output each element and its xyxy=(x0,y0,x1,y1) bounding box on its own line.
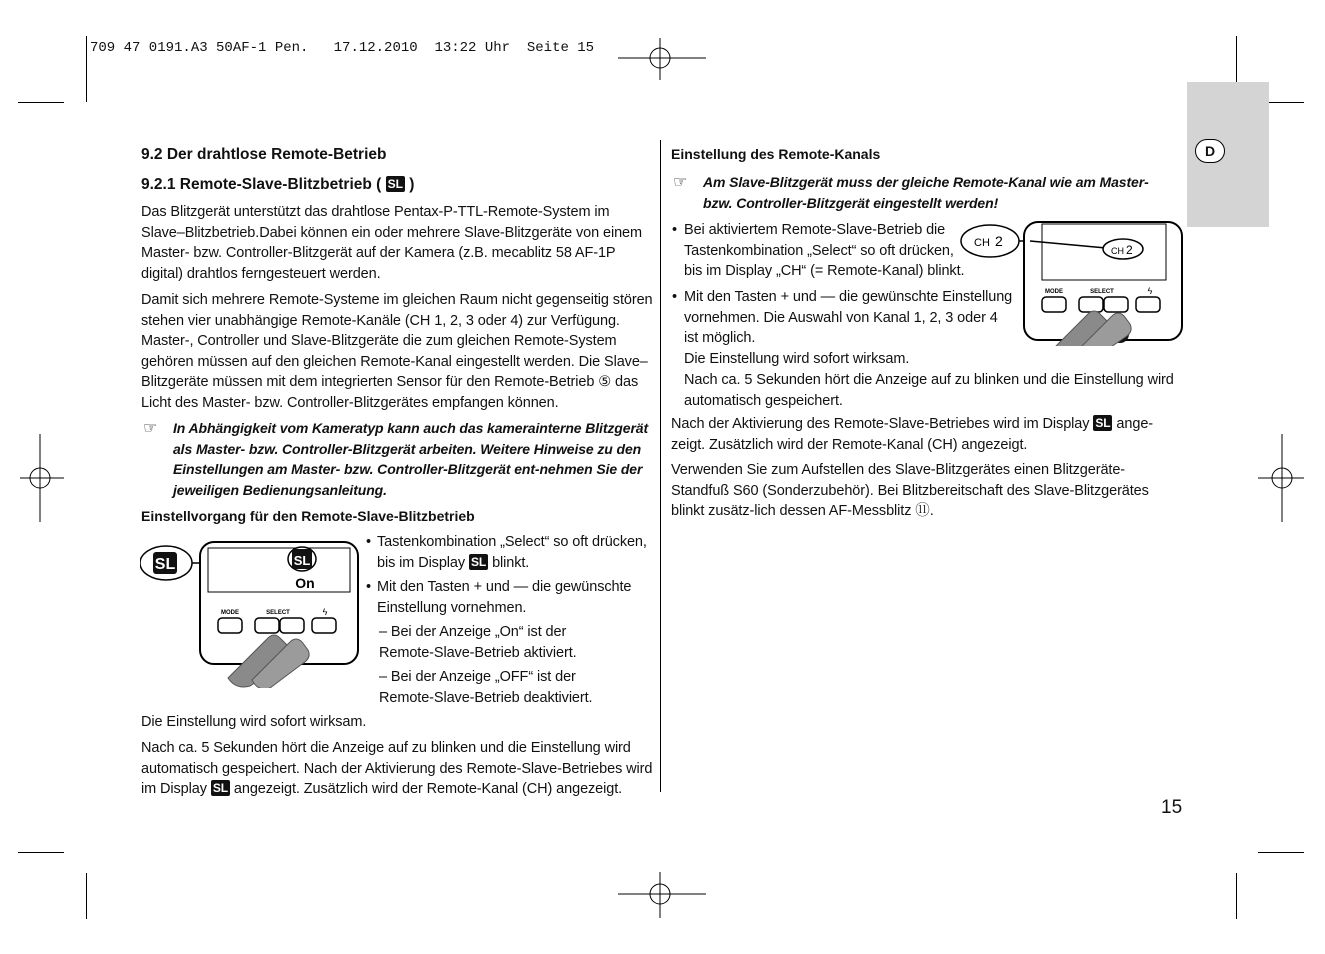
stand-paragraph: Verwenden Sie zum Aufstellen des Slave-Blitzgerätes einen Blitzgeräte-Standfuß S60 (Sonderzubehör). Bei Blitzbereitschaft des Slave-Blitzgerätes blinkt zusätz-lich dessen AF-Messblitz ⑪. xyxy=(671,462,1149,519)
right-activation-paragraph: Nach der Aktivierung des Remote-Slave-Betriebes wird im Display SL ange-zeigt. Zusätzlich wird der Remote-Kanal (CH) angezeigt. xyxy=(671,416,1154,453)
right-bullet-2-text: Mit den Tasten + und — die gewünschte Einstellung vornehmen. Die Auswahl von Kanal 1, 2, 3 oder 4 ist möglich. xyxy=(684,289,1013,346)
svg-text:ϟ: ϟ xyxy=(1147,286,1153,296)
svg-text:CH: CH xyxy=(1111,246,1124,256)
right-bullet-1-text: Bei aktiviertem Remote-Slave-Betrieb die Tastenkombination „Select“ so oft drücken, bis im Display „CH“ (= Remote-Kanal) blinkt. xyxy=(684,222,965,279)
left-bullet-1: • Tastenkombination „Select“ so oft drücken, bis im Display SL blinkt. xyxy=(366,532,656,553)
note-hand-icon: ☞ xyxy=(143,420,158,437)
sl-badge: SL xyxy=(387,177,403,191)
intro-paragraph: Das Blitzgerät unterstützt das drahtlose Pentax-P-TTL-Remote-System im Slave–Blitzbetrieb.Dabei können ein oder mehrere Slave-Blitzgeräte von einem Master- bzw. Controller-Blitzgerät auf der Kamera (z.B. mecablitz 58 AF-1P digital) drahtlos ferngesteuert werden. xyxy=(141,204,642,282)
right-immediate-effect: Die Einstellung wird sofort wirksam. xyxy=(684,351,910,367)
column-divider xyxy=(660,140,661,792)
fig-ch-label: CH xyxy=(974,237,990,249)
right-bullet-2: • Mit den Tasten + und — die gewünschte Einstellung vornehmen. Die Auswahl von Kanal 1, 2, 3 oder 4 ist möglich. xyxy=(672,287,1012,308)
fig-ch-number: 2 xyxy=(995,233,1003,249)
svg-text:SL: SL xyxy=(293,553,311,568)
flash-display-figure-sl xyxy=(140,538,365,688)
fig-select-label: SELECT xyxy=(1090,289,1114,295)
subsection-heading xyxy=(141,176,414,194)
dash-item-off: – Bei der Anzeige „OFF“ ist der Remote-Slave-Betrieb deaktiviert. xyxy=(379,669,593,706)
subsection-heading-close: ) xyxy=(409,176,415,193)
registration-mark-top xyxy=(618,38,706,80)
left-bullet-2: • Mit den Tasten + und — die gewünschte Einstellung vornehmen. xyxy=(366,577,656,598)
print-slug: 709 47 0191.A3 50AF-1 Pen. 17.12.2010 13:22 Uhr Seite 15 xyxy=(90,40,595,56)
procedure-heading: Einstellvorgang für den Remote-Slave-Blitzbetrieb xyxy=(141,508,475,524)
registration-mark-right xyxy=(1258,434,1304,522)
right-autosave: Nach ca. 5 Sekunden hört die Anzeige auf zu blinken und die Einstellung wird automatisch gespeichert. xyxy=(684,372,1174,409)
dash-item-on: – Bei der Anzeige „On“ ist der Remote-Slave-Betrieb aktiviert. xyxy=(379,624,577,661)
subsection-heading-text: 9.2.1 Remote-Slave-Blitzbetrieb ( xyxy=(141,176,382,193)
sl-badge: SL xyxy=(470,554,487,569)
section-heading: 9.2 Der drahtlose Remote-Betrieb xyxy=(141,146,387,163)
language-tab-label: D xyxy=(1195,139,1225,163)
immediate-effect-text: Die Einstellung wird sofort wirksam. xyxy=(141,714,367,730)
registration-mark-left xyxy=(20,434,64,522)
page-number: 15 xyxy=(1161,797,1183,818)
channel-heading: Einstellung des Remote-Kanals xyxy=(671,146,881,162)
fig-on-label: On xyxy=(295,575,315,591)
fig-mode-label: MODE xyxy=(1045,289,1063,295)
camera-note: In Abhängigkeit vom Kameratyp kann auch das kamerainterne Blitzgerät als Master- bzw. Controller-Blitzgerät arbeiten. Weitere Hinweise zu den Einstellungen am Master- bzw. Controller-Blitzgerät ent-nehmen Sie der jeweiligen Bedienungsanleitung. xyxy=(173,420,649,498)
fig-mode-label: MODE xyxy=(221,610,239,616)
note-hand-icon: ☞ xyxy=(673,174,688,191)
fig-select-label: SELECT xyxy=(266,610,290,616)
svg-text:2: 2 xyxy=(1126,243,1133,257)
left-bullet-1-text: Tastenkombination „Select“ so oft drücken, bis im Display SL blinkt. xyxy=(377,534,647,571)
registration-mark-bottom xyxy=(618,872,706,918)
sl-badge: SL xyxy=(1095,416,1111,430)
svg-text:ϟ: ϟ xyxy=(322,607,328,617)
svg-text:SL: SL xyxy=(154,556,176,573)
sl-badge: SL xyxy=(212,781,228,795)
autosave-paragraph: Nach ca. 5 Sekunden hört die Anzeige auf zu blinken und die Einstellung wird automatisch gespeichert. Nach der Aktivierung des Remote-Slave-Betriebes wird im Display SL angezeigt. Zusätzlich wird der Remote-Kanal (CH) angezeigt. xyxy=(141,740,653,797)
left-bullet-2-text: Mit den Tasten + und — die gewünschte Einstellung vornehmen. xyxy=(377,579,632,616)
right-bullet-1: • Bei aktiviertem Remote-Slave-Betrieb die Tastenkombination „Select“ so oft drücken, bis im Display „CH“ (= Remote-Kanal) blinkt. xyxy=(672,220,962,241)
channels-paragraph: Damit sich mehrere Remote-Systeme im gleichen Raum nicht gegenseitig stören stehen vier unabhängige Remote-Kanäle (CH 1, 2, 3 oder 4) zur Verfügung. Master-, Controller und Slave-Blitzgeräte die zum gleichen Remote-System gehören müssen auf den gleichen Remote-Kanal eingestellt werden. Die Slave–Blitzgeräte müssen mit dem integrierten Sensor für den Remote-Betrieb ⑤ das Licht des Master- bzw. Controller-Blitzgerätes empfangen können. xyxy=(141,292,653,411)
channel-note: Am Slave-Blitzgerät muss der gleiche Remote-Kanal wie am Master- bzw. Controller-Blitzgerät eingestellt werden! xyxy=(703,174,1149,211)
